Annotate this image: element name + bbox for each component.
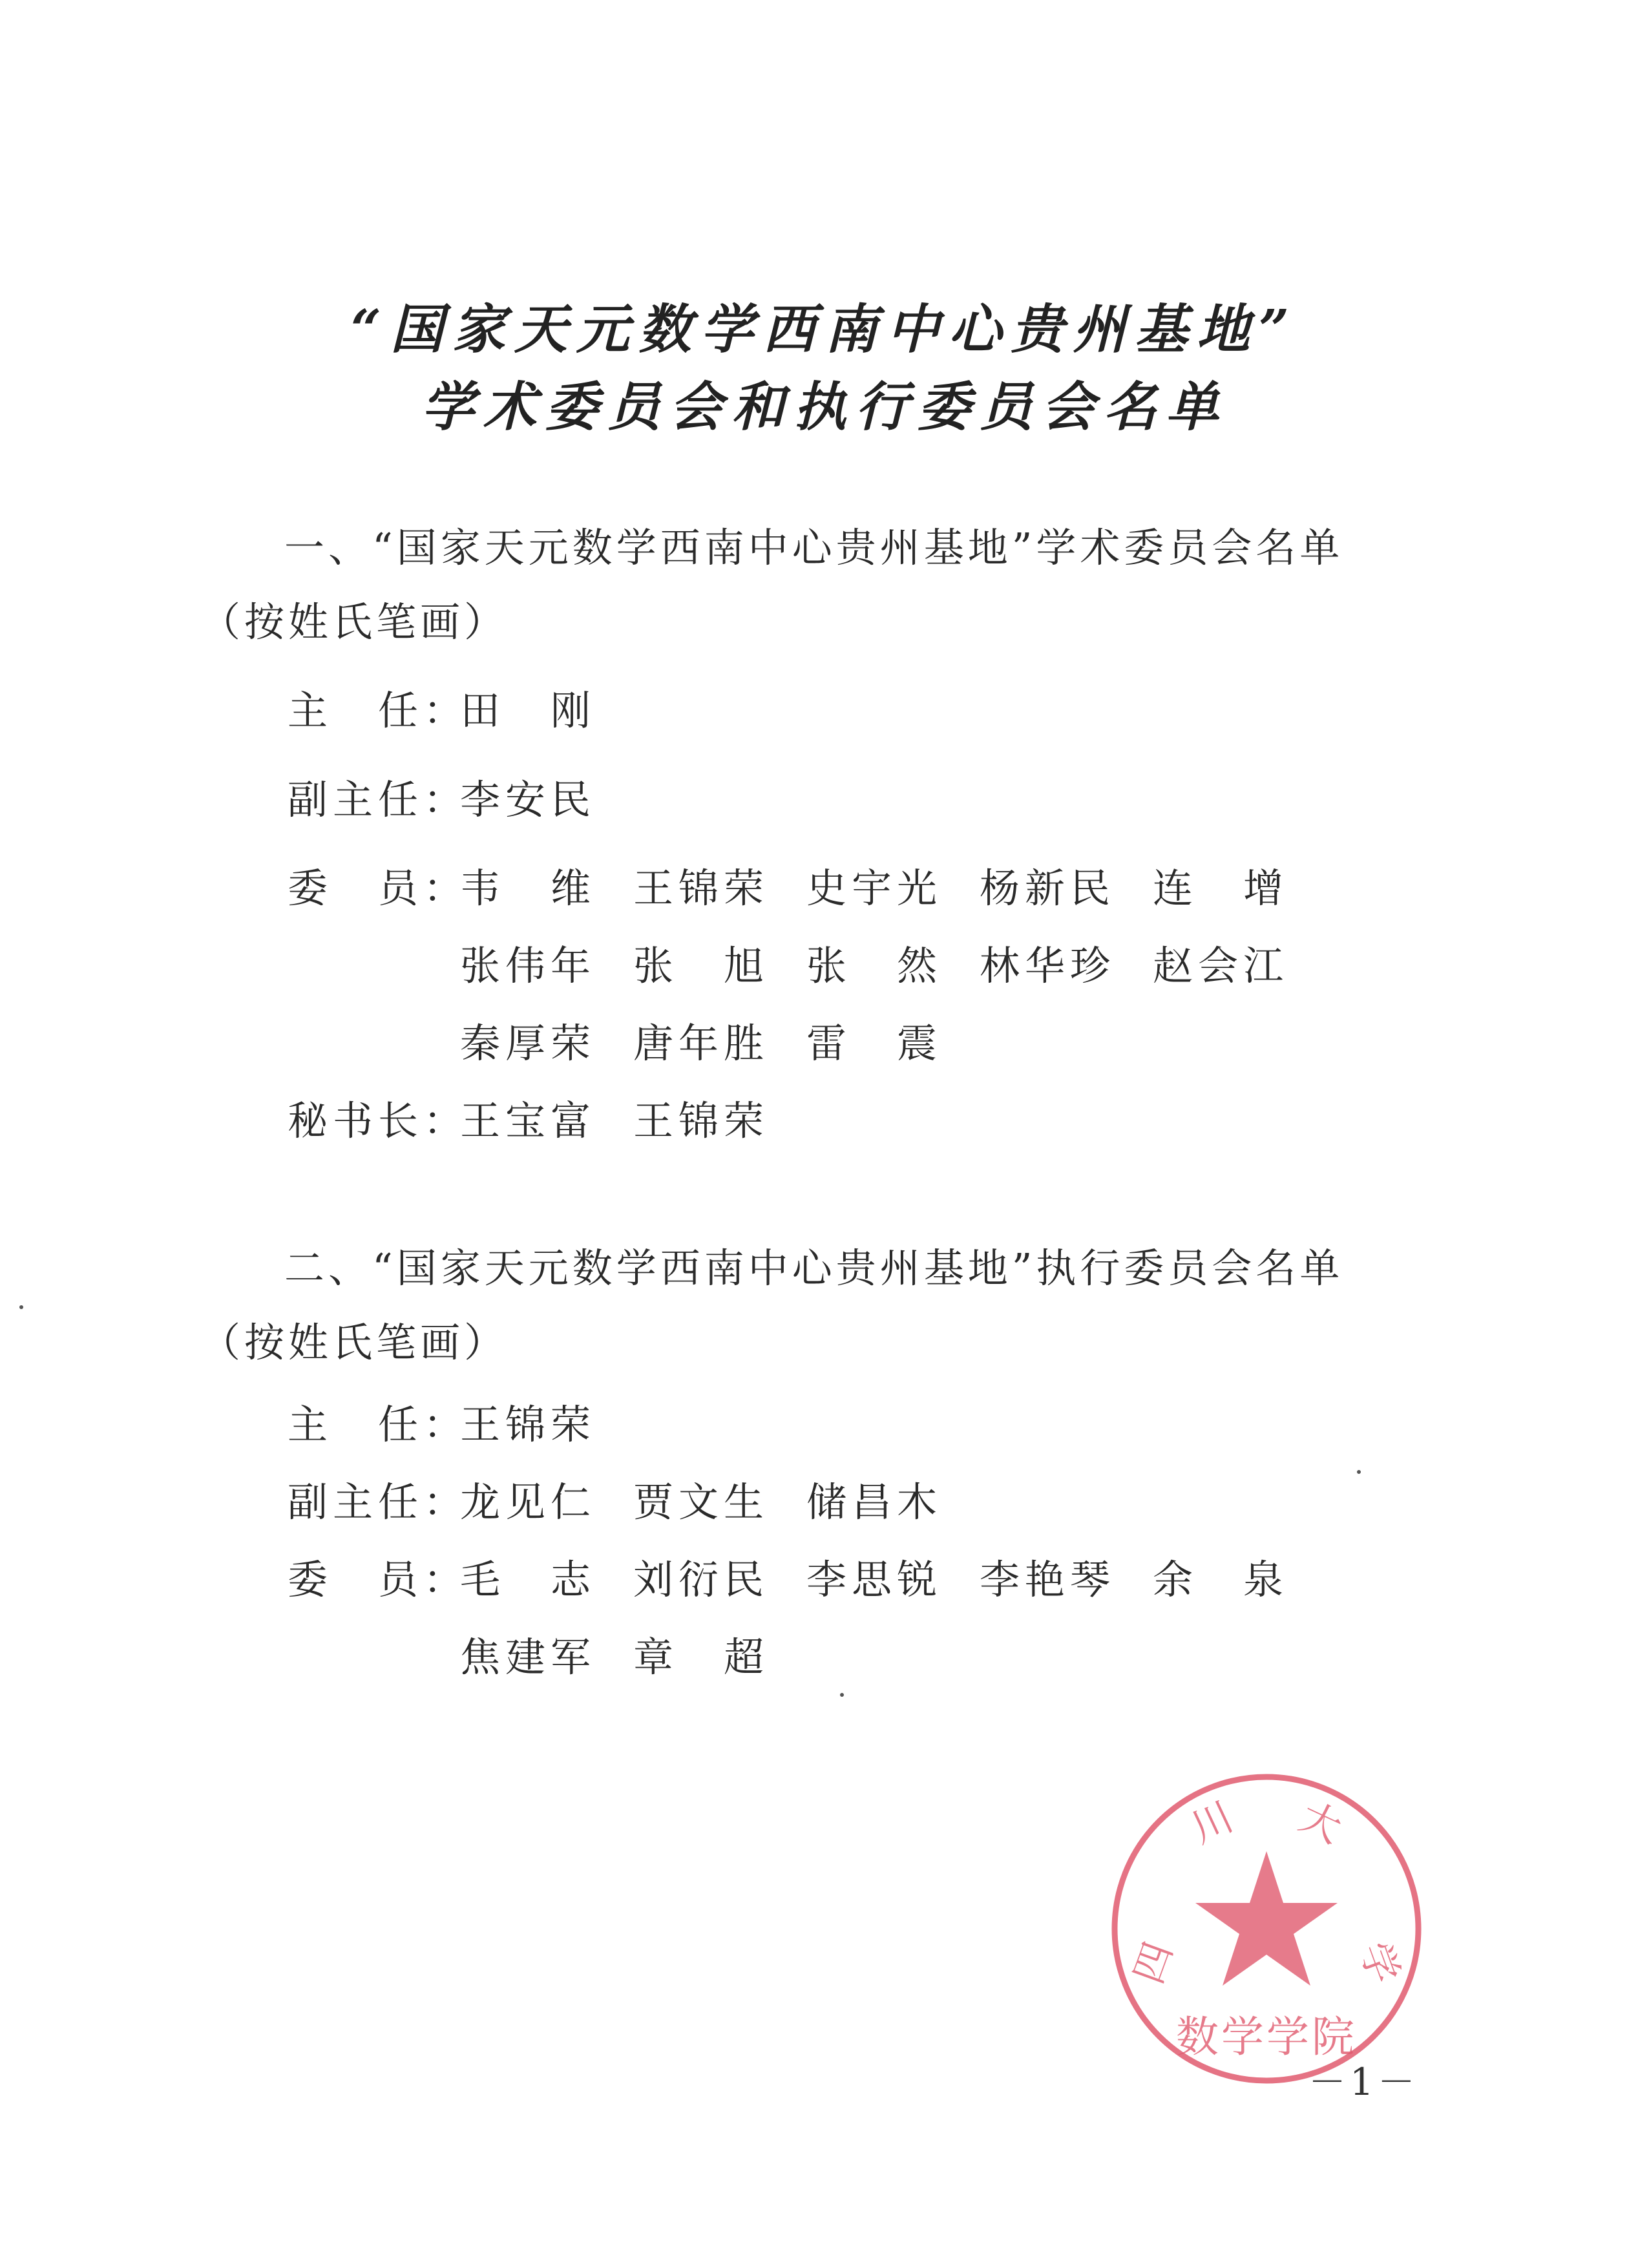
person-name: 王锦荣 xyxy=(460,1401,596,1448)
person-name: 李安民 xyxy=(460,776,596,823)
person-name: 余 泉 xyxy=(1153,1556,1289,1603)
section2-members-row2 xyxy=(460,1625,806,1683)
section1-director-names xyxy=(460,678,633,736)
person-name: 赵会江 xyxy=(1153,942,1289,989)
person-name: 史宇光 xyxy=(806,865,943,912)
person-name: 韦 维 xyxy=(460,865,596,912)
person-name: 唐年胜 xyxy=(633,1020,770,1067)
section1-secretary-row xyxy=(288,1089,469,1146)
section1-members-row1 xyxy=(460,856,1326,914)
person-name: 雷 震 xyxy=(806,1020,943,1067)
seal-star-icon xyxy=(1195,1851,1338,1986)
section1-deputy-row xyxy=(288,768,469,825)
section2-director-row xyxy=(288,1392,469,1450)
person-name: 刘衍民 xyxy=(633,1556,770,1603)
scan-speck xyxy=(1357,1470,1361,1474)
official-seal xyxy=(1105,1767,1428,2090)
section1-heading: 一、“国家天元数学西南中心贵州基地”学术委员会名单（按姓氏笔画） xyxy=(200,524,1344,646)
person-name: 焦建军 xyxy=(460,1633,596,1681)
person-name: 王锦荣 xyxy=(633,1097,770,1144)
person-name: 田 刚 xyxy=(460,687,596,734)
person-name: 张伟年 xyxy=(460,942,596,989)
person-name: 林华珍 xyxy=(980,942,1116,989)
section2-director-label: 主 任： xyxy=(288,1401,469,1448)
svg-text:四: 四 xyxy=(1124,1936,1182,1990)
person-name: 李思锐 xyxy=(806,1556,943,1603)
section2-director-names xyxy=(460,1392,633,1450)
person-name: 连 增 xyxy=(1153,865,1289,912)
person-name: 龙见仁 xyxy=(460,1478,596,1526)
section1-members-label: 委 员： xyxy=(288,865,469,912)
person-name: 储昌木 xyxy=(806,1478,943,1526)
person-name: 毛 志 xyxy=(460,1556,596,1603)
document-title-line1: “国家天元数学西南中心贵州基地” xyxy=(350,299,1299,361)
section1-deputy-label: 副主任： xyxy=(288,776,469,823)
scan-speck xyxy=(19,1305,23,1309)
section2-members-row xyxy=(288,1548,469,1605)
section1-secretary-label: 秘书长： xyxy=(288,1097,469,1144)
section2-members-label: 委 员： xyxy=(288,1556,469,1603)
document-title-line2: 学术委员会和执行委员会名单 xyxy=(421,376,1228,438)
section2-deputy-row xyxy=(288,1470,469,1528)
section2-deputy-names xyxy=(460,1470,980,1528)
svg-text:大: 大 xyxy=(1292,1792,1349,1853)
section1-deputy-names xyxy=(460,768,633,825)
person-name: 王锦荣 xyxy=(633,865,770,912)
person-name: 秦厚荣 xyxy=(460,1020,596,1067)
person-name: 杨新民 xyxy=(980,865,1116,912)
section2-members-row1 xyxy=(460,1548,1326,1605)
section1-director-row xyxy=(288,678,469,736)
svg-text:数学学院: 数学学院 xyxy=(1176,2012,1357,2062)
person-name: 张 然 xyxy=(806,942,943,989)
person-name: 章 超 xyxy=(633,1633,770,1681)
person-name: 贾文生 xyxy=(633,1478,770,1526)
section2-heading: 二、“国家天元数学西南中心贵州基地”执行委员会名单（按姓氏笔画） xyxy=(200,1244,1344,1366)
svg-text:川: 川 xyxy=(1184,1792,1241,1853)
section1-director-label: 主 任： xyxy=(288,687,469,734)
section1-members-row2 xyxy=(460,934,1326,991)
section1-secretary-names xyxy=(460,1089,806,1146)
section1-members-row xyxy=(288,856,469,914)
svg-text:学: 学 xyxy=(1350,1936,1409,1990)
section2-deputy-label: 副主任： xyxy=(288,1478,469,1526)
section1-members-row3 xyxy=(460,1011,980,1069)
person-name: 李艳琴 xyxy=(980,1556,1116,1603)
scan-speck xyxy=(840,1693,844,1697)
page-number: －1－ xyxy=(1308,2060,1419,2104)
person-name: 张 旭 xyxy=(633,942,770,989)
person-name: 王宝富 xyxy=(460,1097,596,1144)
